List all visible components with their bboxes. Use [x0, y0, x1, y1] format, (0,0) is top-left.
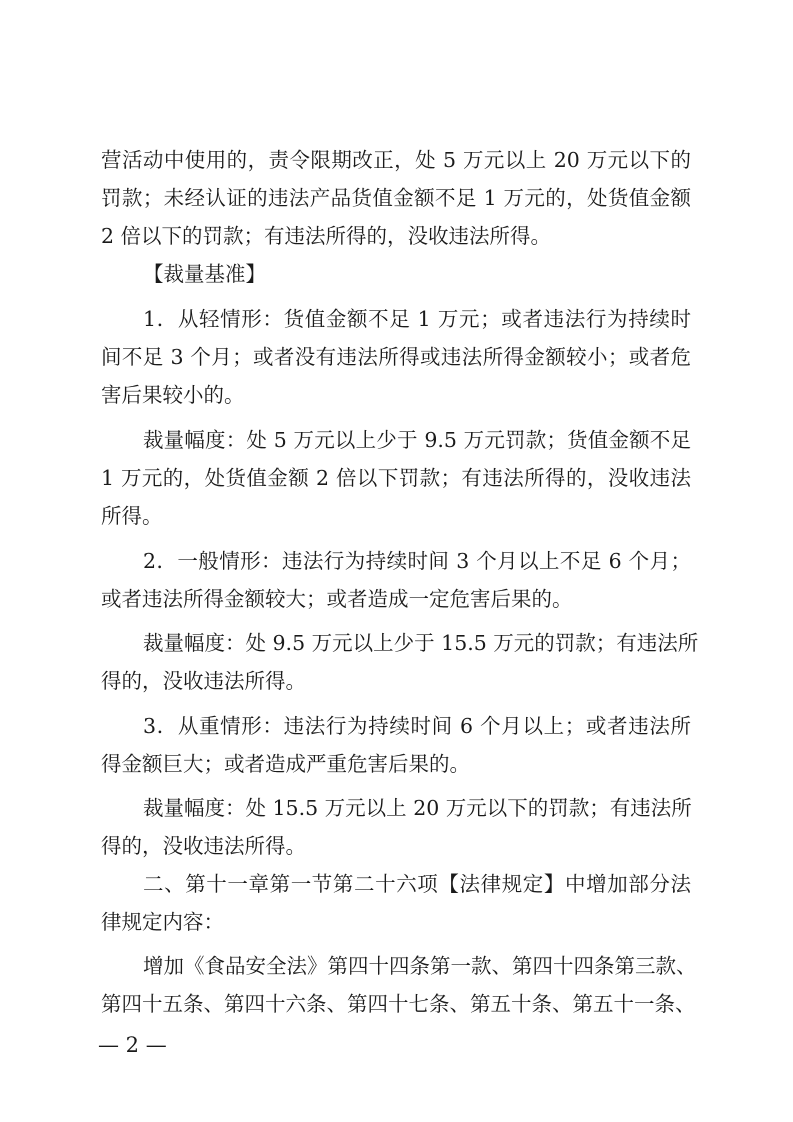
- text-line: 裁量幅度：处 9.5 万元以上少于 15.5 万元的罚款；有违法所: [143, 631, 699, 655]
- text-line: 得金额巨大；或者造成严重危害后果的。: [101, 752, 470, 776]
- text-line: 害后果较小的。: [101, 383, 245, 407]
- text-line: 律规定内容：: [101, 910, 224, 934]
- text-line: 1 万元的，处货值金额 2 倍以下罚款；有违法所得的，没收违法: [101, 466, 691, 490]
- page-number: — 2 —: [98, 1033, 167, 1057]
- text-line: 或者违法所得金额较大；或者造成一定危害后果的。: [101, 587, 573, 611]
- text-line: 裁量幅度：处 15.5 万元以上 20 万元以下的罚款；有违法所: [143, 796, 692, 820]
- text-line: 得的，没收违法所得。: [101, 669, 306, 693]
- text-line: 营活动中使用的，责令限期改正，处 5 万元以上 20 万元以下的: [101, 148, 691, 172]
- text-line: 3．从重情形：违法行为持续时间 6 个月以上；或者违法所: [143, 714, 691, 738]
- text-line: 所得。: [101, 504, 163, 528]
- text-line: 2．一般情形：违法行为持续时间 3 个月以上不足 6 个月；: [143, 549, 691, 573]
- text-line: 裁量幅度：处 5 万元以上少于 9.5 万元罚款；货值金额不足: [143, 428, 691, 452]
- text-line: 得的，没收违法所得。: [101, 834, 306, 858]
- text-line: 第四十五条、第四十六条、第四十七条、第五十条、第五十一条、: [101, 992, 696, 1016]
- text-line: 罚款；未经认证的违法产品货值金额不足 1 万元的，处货值金额: [101, 186, 691, 210]
- text-line: 二、第十一章第一节第二十六项【法律规定】中增加部分法: [143, 872, 691, 896]
- text-line: 间不足 3 个月；或者没有违法所得或违法所得金额较小；或者危: [101, 345, 691, 369]
- text-line: 2 倍以下的罚款；有违法所得的，没收违法所得。: [101, 224, 552, 248]
- section-heading: 【裁量基准】: [143, 262, 266, 286]
- text-line: 增加《食品安全法》第四十四条第一款、第四十四条第三款、: [143, 954, 697, 978]
- text-line: 1．从轻情形：货值金额不足 1 万元；或者违法行为持续时: [143, 307, 691, 331]
